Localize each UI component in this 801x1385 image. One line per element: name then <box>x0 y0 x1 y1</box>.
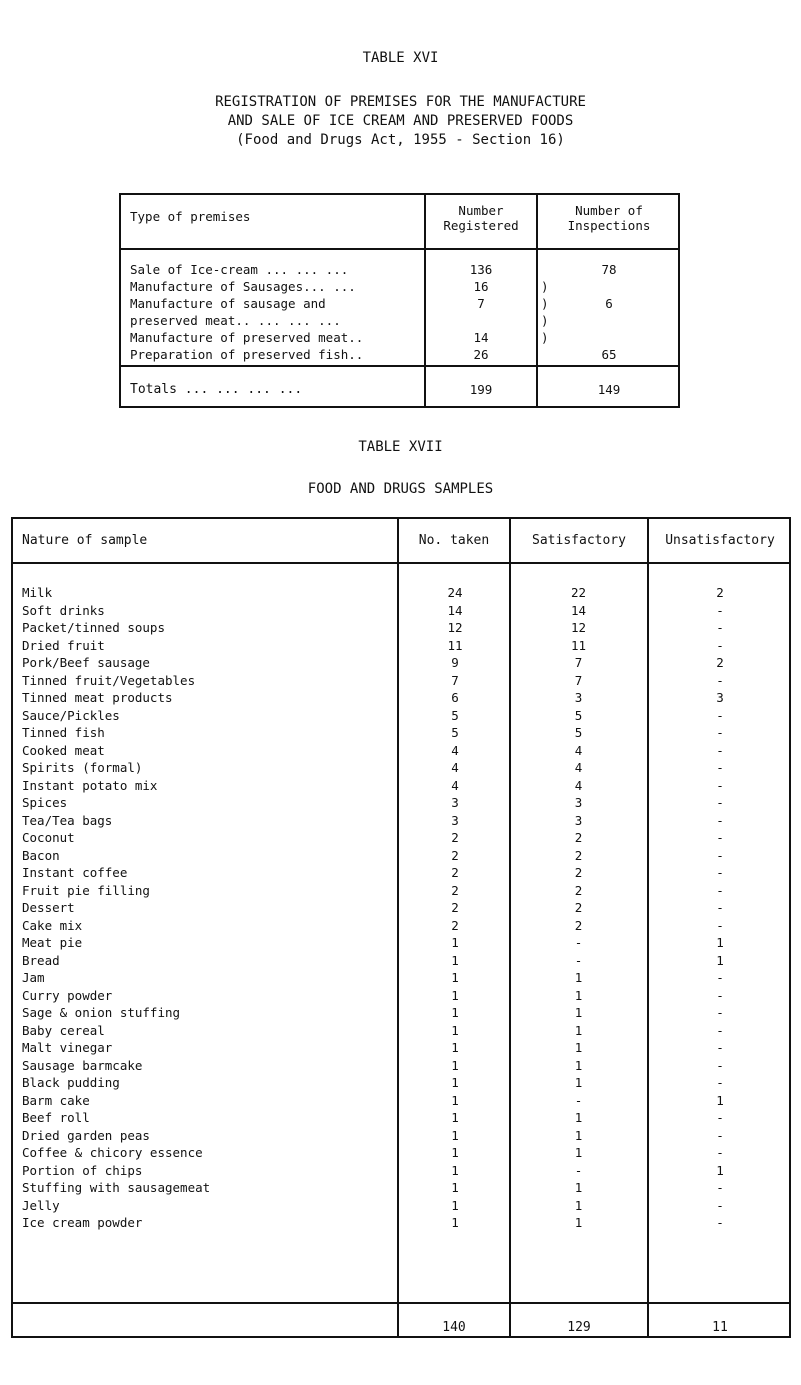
sample-name: Spices <box>22 795 68 810</box>
table-row <box>13 952 789 970</box>
column-header-type: Type of premises <box>130 209 251 224</box>
totals-label: Totals ... ... ... ... <box>130 382 303 397</box>
table-row <box>13 672 789 690</box>
inspections-value: 78 <box>601 262 617 277</box>
satisfactory-count: 2 <box>574 900 583 915</box>
number-taken: 6 <box>451 690 459 705</box>
unsatisfactory-count: - <box>716 1127 724 1143</box>
unsatisfactory-count: - <box>716 970 724 985</box>
unsatisfactory-count: - <box>716 742 724 758</box>
number-taken: 7 <box>451 672 459 688</box>
number-taken: 4 <box>451 742 459 758</box>
sample-name: Sage & onion stuffing <box>22 1005 181 1020</box>
unsatisfactory-count: - <box>716 847 724 863</box>
table-row <box>13 1162 789 1180</box>
unsatisfactory-count: - <box>716 1005 724 1020</box>
table-row <box>13 917 789 935</box>
sample-name: Curry powder <box>22 987 113 1003</box>
number-taken: 2 <box>451 865 459 880</box>
sample-name: Stuffing with sausagemeat <box>22 1180 211 1195</box>
number-taken: 1 <box>451 1215 459 1230</box>
sample-name: Portion of chips <box>22 1162 143 1178</box>
unsatisfactory-count: - <box>716 865 724 880</box>
satisfactory-count: 1 <box>574 1057 583 1073</box>
satisfactory-count: - <box>574 935 583 950</box>
column-header-inspections-1: Number of <box>575 203 643 218</box>
number-taken: 1 <box>451 970 459 985</box>
sample-name: Sauce/Pickles <box>22 707 120 723</box>
sample-name: Meat pie <box>22 935 83 950</box>
sample-name: Jam <box>22 970 45 985</box>
column-header-registered-1: Number <box>458 203 504 218</box>
number-taken: 1 <box>451 952 459 968</box>
satisfactory-count: 7 <box>574 655 583 670</box>
bracket-mark: ) <box>541 330 549 345</box>
column-header-nature: Nature of sample <box>22 533 148 548</box>
unsatisfactory-count: 2 <box>716 655 724 670</box>
number-taken: 1 <box>451 1145 459 1160</box>
sample-name: Tinned fish <box>22 725 105 740</box>
bracket-mark: ) <box>541 296 549 311</box>
unsatisfactory-count: - <box>716 1180 724 1195</box>
number-taken: 2 <box>451 900 459 915</box>
number-taken: 2 <box>451 917 459 933</box>
premises-label: Sale of Ice-cream ... ... ... <box>130 262 349 277</box>
column-header-registered-2: Registered <box>443 218 519 233</box>
table-row <box>13 829 789 847</box>
number-taken: 2 <box>451 830 459 845</box>
totals-divider <box>13 1302 789 1304</box>
unsatisfactory-count: - <box>716 1040 724 1055</box>
table-row <box>13 619 789 637</box>
registered-value: 14 <box>473 330 489 345</box>
sample-name: Dessert <box>22 900 75 915</box>
unsatisfactory-count: - <box>716 760 724 775</box>
table17-heading: TABLE XVII <box>358 439 443 455</box>
satisfactory-count: 14 <box>570 602 587 618</box>
satisfactory-count: 2 <box>574 865 583 880</box>
unsatisfactory-count: - <box>716 1197 724 1213</box>
totals-registered: 199 <box>469 382 493 397</box>
number-taken: 1 <box>451 1022 459 1038</box>
table-row <box>13 742 789 760</box>
satisfactory-count: 1 <box>574 1040 583 1055</box>
premises-label: preserved meat.. ... ... ... <box>130 313 341 328</box>
table-row <box>13 1039 789 1057</box>
unsatisfactory-count: - <box>716 795 724 810</box>
table16-title-line-3: (Food and Drugs Act, 1955 - Section 16) <box>236 132 565 148</box>
sample-rows <box>13 584 789 1232</box>
premises-label: Manufacture of preserved meat.. <box>130 330 364 345</box>
premises-registration-table <box>119 193 680 408</box>
sample-name: Malt vinegar <box>22 1040 113 1055</box>
table-row <box>13 812 789 830</box>
satisfactory-count: 4 <box>574 777 583 793</box>
sample-name: Baby cereal <box>22 1022 105 1038</box>
unsatisfactory-count: 1 <box>716 952 724 968</box>
unsatisfactory-count: - <box>716 725 724 740</box>
total-satisfactory: 129 <box>567 1320 591 1335</box>
registered-value: 136 <box>469 262 493 277</box>
satisfactory-count: 22 <box>570 585 587 600</box>
unsatisfactory-count: 1 <box>716 1092 724 1108</box>
sample-name: Barm cake <box>22 1092 90 1108</box>
registered-value: 26 <box>473 347 489 362</box>
satisfactory-count: 1 <box>574 1075 583 1090</box>
sample-name: Milk <box>22 585 53 600</box>
satisfactory-count: - <box>574 1162 583 1178</box>
table-row <box>13 654 789 672</box>
sample-name: Bacon <box>22 847 60 863</box>
sample-name: Jelly <box>22 1197 60 1213</box>
table16-title-line-1: REGISTRATION OF PREMISES FOR THE MANUFACTURE <box>215 94 586 110</box>
table-row <box>13 882 789 900</box>
number-taken: 1 <box>451 1057 459 1073</box>
table-row <box>13 777 789 795</box>
table-row <box>13 847 789 865</box>
number-taken: 2 <box>451 882 459 898</box>
number-taken: 3 <box>451 795 459 810</box>
satisfactory-count: 2 <box>574 917 583 933</box>
unsatisfactory-count: - <box>716 1110 724 1125</box>
column-header-taken: No. taken <box>418 533 490 548</box>
unsatisfactory-count: - <box>716 987 724 1003</box>
sample-name: Fruit pie filling <box>22 882 150 898</box>
number-taken: 5 <box>451 707 459 723</box>
sample-name: Coffee & chicory essence <box>22 1145 203 1160</box>
number-taken: 24 <box>447 585 463 600</box>
table-row <box>13 759 789 777</box>
registered-value: 16 <box>473 279 489 294</box>
number-taken: 1 <box>451 1180 459 1195</box>
satisfactory-count: 2 <box>574 847 583 863</box>
column-header-inspections-2: Inspections <box>567 218 651 233</box>
satisfactory-count: 1 <box>574 1215 583 1230</box>
table-row <box>13 689 789 707</box>
table-row <box>13 1127 789 1145</box>
sample-name: Cake mix <box>22 917 83 933</box>
unsatisfactory-count: - <box>716 672 724 688</box>
satisfactory-count: 1 <box>574 1127 583 1143</box>
table-row <box>13 864 789 882</box>
satisfactory-count: 4 <box>574 760 583 775</box>
premises-label: Manufacture of sausage and <box>130 296 326 311</box>
table-row <box>13 584 789 602</box>
sample-name: Cooked meat <box>22 742 105 758</box>
number-taken: 3 <box>451 812 459 828</box>
satisfactory-count: 4 <box>574 742 583 758</box>
satisfactory-count: 5 <box>574 725 583 740</box>
premises-label: Manufacture of Sausages... ... <box>130 279 356 294</box>
sample-name: Bread <box>22 952 60 968</box>
sample-name: Black pudding <box>22 1075 120 1090</box>
number-taken: 14 <box>447 602 463 618</box>
sample-name: Pork/Beef sausage <box>22 655 150 670</box>
number-taken: 4 <box>451 777 459 793</box>
table-row <box>13 1144 789 1162</box>
unsatisfactory-count: - <box>716 812 724 828</box>
food-drugs-samples-table <box>11 517 791 1338</box>
table-row <box>13 1109 789 1127</box>
sample-name: Tinned meat products <box>22 690 173 705</box>
number-taken: 1 <box>451 1040 459 1055</box>
satisfactory-count: 1 <box>574 1005 583 1020</box>
unsatisfactory-count: - <box>716 707 724 723</box>
table-row <box>13 1214 789 1232</box>
satisfactory-count: 2 <box>574 830 583 845</box>
unsatisfactory-count: 1 <box>716 935 724 950</box>
number-taken: 5 <box>451 725 459 740</box>
total-unsatisfactory: 11 <box>712 1320 728 1335</box>
sample-name: Tinned fruit/Vegetables <box>22 672 196 688</box>
unsatisfactory-count: - <box>716 1057 724 1073</box>
unsatisfactory-count: - <box>716 900 724 915</box>
unsatisfactory-count: - <box>716 882 724 898</box>
inspections-value: 65 <box>601 347 617 362</box>
satisfactory-count: 2 <box>574 882 583 898</box>
totals-inspections: 149 <box>597 382 621 397</box>
number-taken: 1 <box>451 1092 459 1108</box>
satisfactory-count: 5 <box>574 707 583 723</box>
unsatisfactory-count: - <box>716 1145 724 1160</box>
number-taken: 1 <box>451 987 459 1003</box>
satisfactory-count: 1 <box>574 1197 583 1213</box>
sample-name: Coconut <box>22 830 75 845</box>
sample-name: Spirits (formal) <box>22 760 143 775</box>
inspections-value: 6 <box>605 296 613 311</box>
satisfactory-count: 1 <box>574 1180 583 1195</box>
table-row <box>13 1057 789 1075</box>
table-row <box>13 794 789 812</box>
header-divider <box>13 562 789 564</box>
table-row <box>13 899 789 917</box>
sample-name: Dried garden peas <box>22 1127 150 1143</box>
sample-name: Soft drinks <box>22 602 105 618</box>
table-row <box>13 1179 789 1197</box>
table16-heading: TABLE XVI <box>362 50 439 66</box>
unsatisfactory-count: - <box>716 637 724 653</box>
satisfactory-count: 1 <box>574 1022 583 1038</box>
sample-name: Dried fruit <box>22 637 105 653</box>
sample-name: Beef roll <box>22 1110 90 1125</box>
satisfactory-count: 11 <box>570 637 587 653</box>
unsatisfactory-count: - <box>716 917 724 933</box>
satisfactory-count: 1 <box>574 970 583 985</box>
table-row <box>13 969 789 987</box>
satisfactory-count: 12 <box>570 620 587 635</box>
number-taken: 1 <box>451 1127 459 1143</box>
number-taken: 1 <box>451 935 459 950</box>
unsatisfactory-count: - <box>716 620 724 635</box>
bracket-mark: ) <box>541 279 549 294</box>
satisfactory-count: 3 <box>574 690 583 705</box>
column-header-unsatisfactory: Unsatisfactory <box>665 533 775 548</box>
number-taken: 2 <box>451 847 459 863</box>
premises-label: Preparation of preserved fish.. <box>130 347 364 362</box>
bracket-mark: ) <box>541 313 549 328</box>
number-taken: 1 <box>451 1110 459 1125</box>
number-taken: 12 <box>447 620 463 635</box>
satisfactory-count: 3 <box>574 795 583 810</box>
sample-name: Sausage barmcake <box>22 1057 143 1073</box>
sample-name: Instant potato mix <box>22 777 158 793</box>
table-row <box>13 707 789 725</box>
satisfactory-count: 7 <box>574 672 583 688</box>
registered-value: 7 <box>477 296 485 311</box>
satisfactory-count: - <box>574 952 583 968</box>
satisfactory-count: - <box>574 1092 583 1108</box>
table17-title: FOOD AND DRUGS SAMPLES <box>307 481 494 497</box>
number-taken: 4 <box>451 760 459 775</box>
satisfactory-count: 3 <box>574 812 583 828</box>
unsatisfactory-count: - <box>716 1022 724 1038</box>
sample-name: Packet/tinned soups <box>22 620 165 635</box>
unsatisfactory-count: - <box>716 1215 724 1230</box>
number-taken: 1 <box>451 1005 459 1020</box>
number-taken: 1 <box>451 1162 459 1178</box>
unsatisfactory-count: - <box>716 1075 724 1090</box>
total-taken: 140 <box>442 1320 466 1335</box>
satisfactory-count: 1 <box>574 1110 583 1125</box>
table-row <box>13 602 789 620</box>
number-taken: 1 <box>451 1075 459 1090</box>
table-row <box>13 934 789 952</box>
satisfactory-count: 1 <box>574 987 583 1003</box>
table-row <box>13 1092 789 1110</box>
column-header-satisfactory: Satisfactory <box>532 533 626 548</box>
sample-name: Instant coffee <box>22 865 128 880</box>
sample-name: Ice cream powder <box>22 1215 143 1230</box>
table-row <box>13 637 789 655</box>
unsatisfactory-count: 1 <box>716 1162 724 1178</box>
table16-title-line-2: AND SALE OF ICE CREAM AND PRESERVED FOODS <box>227 113 574 129</box>
table-row <box>13 1197 789 1215</box>
sample-name: Tea/Tea bags <box>22 812 113 828</box>
number-taken: 1 <box>451 1197 459 1213</box>
number-taken: 9 <box>451 655 459 670</box>
table-row <box>13 1022 789 1040</box>
number-taken: 11 <box>447 637 463 653</box>
unsatisfactory-count: 2 <box>716 585 724 600</box>
table-row <box>13 724 789 742</box>
unsatisfactory-count: - <box>716 777 724 793</box>
header-divider <box>121 248 678 250</box>
table-row <box>13 1004 789 1022</box>
unsatisfactory-count: - <box>716 602 724 618</box>
table-row <box>13 987 789 1005</box>
unsatisfactory-count: 3 <box>716 690 724 705</box>
unsatisfactory-count: - <box>716 830 724 845</box>
totals-divider <box>121 365 678 367</box>
table-row <box>13 1074 789 1092</box>
satisfactory-count: 1 <box>574 1145 583 1160</box>
